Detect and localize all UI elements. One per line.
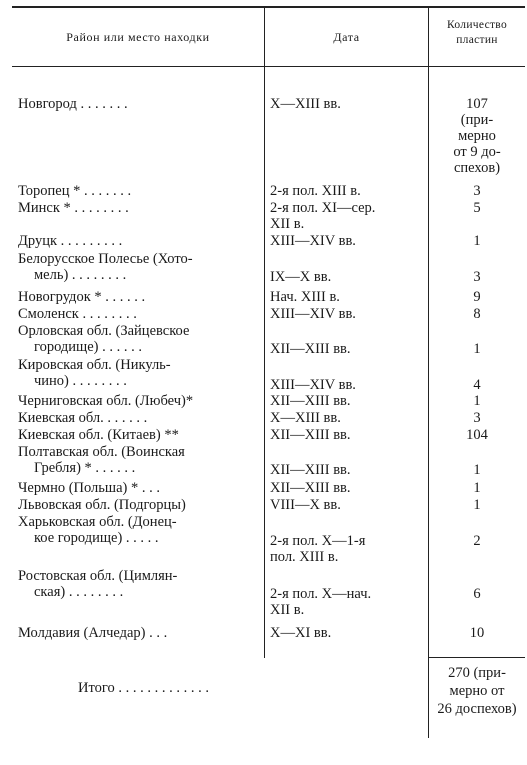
table-row-date [270,533,427,565]
place-line: Гребля) * . . . . . . [34,460,136,476]
count-line: 1 [473,233,481,249]
table-row-count [429,269,525,285]
table-row-date [270,393,427,409]
date-line: XII—XIII вв. [270,341,351,357]
table-row-date [270,462,427,478]
date-line: X—XI вв. [270,625,332,641]
table-row-count [429,183,525,199]
table-row-date [270,269,427,285]
header-rule [12,66,525,67]
place-line: Новгород . . . . . . . [18,96,128,112]
date-line: XII—XIII вв. [270,480,351,496]
place-line: Молдавия (Алчедар) . . . [18,625,168,641]
header-count [429,18,525,48]
table-row-count [429,497,525,513]
place-line: мель) . . . . . . . . [34,267,127,283]
count-line: от 9 до- [453,144,501,160]
table-row-date [270,410,427,426]
place-line: Львовская обл. (Подгорцы) [18,497,186,513]
count-line: 3 [473,269,481,285]
header-date: Дата [333,30,360,44]
count-line: 4 [473,377,481,393]
table-row-place [18,289,258,305]
table-row-place [18,444,258,476]
count-line: 9 [473,289,481,305]
top-rule [12,6,525,8]
total-value-line: 26 доспехов) [437,701,517,717]
date-line: XII—XIII вв. [270,462,351,478]
table-row-place [18,393,258,409]
table-row-date [270,183,427,199]
date-line: VIII—X вв. [270,497,341,513]
place-line: Киевская обл. (Китаев) ** [18,427,179,443]
table-row-date [270,306,427,322]
date-line: XIII—XIV вв. [270,233,356,249]
table-row-place [18,427,258,443]
table-row-count [429,96,525,176]
total-label: Итого . . . . . . . . . . . . . [78,680,209,696]
date-line: 2-я пол. XIII в. [270,183,361,199]
table-row-place [18,514,258,546]
date-line: 2-я пол. X—1-я [270,533,366,549]
table-row-date [270,427,427,443]
column-divider-1 [264,8,265,658]
table-row-count [429,289,525,305]
table-row-count [429,462,525,478]
count-line: 3 [473,183,481,199]
date-line: X—XIII вв. [270,96,341,112]
table-row-count [429,200,525,216]
table-row-date [270,497,427,513]
header-count-line: Количество [447,19,507,31]
table-row-place [18,200,258,216]
date-line: IX—X вв. [270,269,332,285]
date-line: XII—XIII вв. [270,393,351,409]
total-value-line: мерно от [449,683,505,699]
place-line: Ростовская обл. (Цимлян- [18,568,178,584]
table-row-place [18,497,258,513]
header-count-line: пластин [456,34,498,46]
place-line: Торопец * . . . . . . . [18,183,132,199]
count-line: мерно [458,128,496,144]
table-row-date [270,625,427,641]
place-line: Минск * . . . . . . . . [18,200,129,216]
table-row-date [270,341,427,357]
place-line: Новогрудок * . . . . . . [18,289,146,305]
table-row-date [270,480,427,496]
total-rule [428,657,525,658]
count-line: 2 [473,533,481,549]
count-line: 1 [473,393,481,409]
total-value [429,664,525,718]
place-line: Кировская обл. (Никуль- [18,357,171,373]
count-line: (при- [460,112,494,128]
table-row-place [18,251,258,283]
place-line: Киевская обл. . . . . . . [18,410,148,426]
count-line: 1 [473,497,481,513]
place-line: кое городище) . . . . . [34,530,159,546]
place-line: Друцк . . . . . . . . . [18,233,123,249]
count-line: спехов) [453,160,501,176]
table-row-count [429,625,525,641]
table-row-count [429,586,525,602]
count-line: 1 [473,480,481,496]
place-line: Орловская обл. (Зайцевское [18,323,190,339]
date-line: Нач. XIII в. [270,289,340,305]
table-row-count [429,427,525,443]
table-row-place [18,306,258,322]
place-line: Смоленск . . . . . . . . [18,306,137,322]
table-row-place [18,410,258,426]
place-line: городище) . . . . . . [34,339,142,355]
table-row-place [18,357,258,389]
count-line: 8 [473,306,481,322]
table-row-place [18,625,258,641]
table-row-date [270,96,427,112]
table-row-place [18,183,258,199]
count-line: 6 [473,586,481,602]
count-line: 10 [469,625,485,641]
table-row-place [18,568,258,600]
place-line: Полтавская обл. (Воинская [18,444,185,460]
place-line: ская) . . . . . . . . [34,584,124,600]
place-line: Белорусское Полесье (Хото- [18,251,193,267]
count-line: 5 [473,200,481,216]
header-place: Район или место находки [66,30,210,44]
table-row-count [429,233,525,249]
table-row-count [429,533,525,549]
place-line: чино) . . . . . . . . [34,373,127,389]
date-line: пол. XIII в. [270,549,339,565]
date-line: XII—XIII вв. [270,427,351,443]
table-row-count [429,306,525,322]
table-row-count [429,377,525,393]
place-line: Чермно (Польша) * . . . [18,480,160,496]
table-row-place [18,480,258,496]
table-row-date [270,233,427,249]
date-line: 2-я пол. X—нач. [270,586,372,602]
table-row-place [18,96,258,112]
table-row-count [429,393,525,409]
table-row-date [270,200,427,232]
count-line: 107 [466,96,488,112]
count-line: 1 [473,341,481,357]
total-value-line: 270 (при- [448,665,506,681]
table-row-place [18,233,258,249]
table-row-place [18,323,258,355]
date-line: X—XIII вв. [270,410,341,426]
date-line: XIII—XIV вв. [270,377,356,393]
count-line: 1 [473,462,481,478]
table-row-count [429,341,525,357]
table-row-count [429,410,525,426]
date-line: XII в. [270,602,305,618]
table-row-date [270,377,427,393]
date-line: 2-я пол. XI—сер. [270,200,376,216]
table-row-date [270,289,427,305]
place-line: Черниговская обл. (Любеч)* [18,393,194,409]
date-line: XIII—XIV вв. [270,306,356,322]
count-line: 104 [466,427,488,443]
table-row-count [429,480,525,496]
count-line: 3 [473,410,481,426]
date-line: XII в. [270,216,305,232]
table-row-date [270,586,427,618]
place-line: Харьковская обл. (Донец- [18,514,177,530]
